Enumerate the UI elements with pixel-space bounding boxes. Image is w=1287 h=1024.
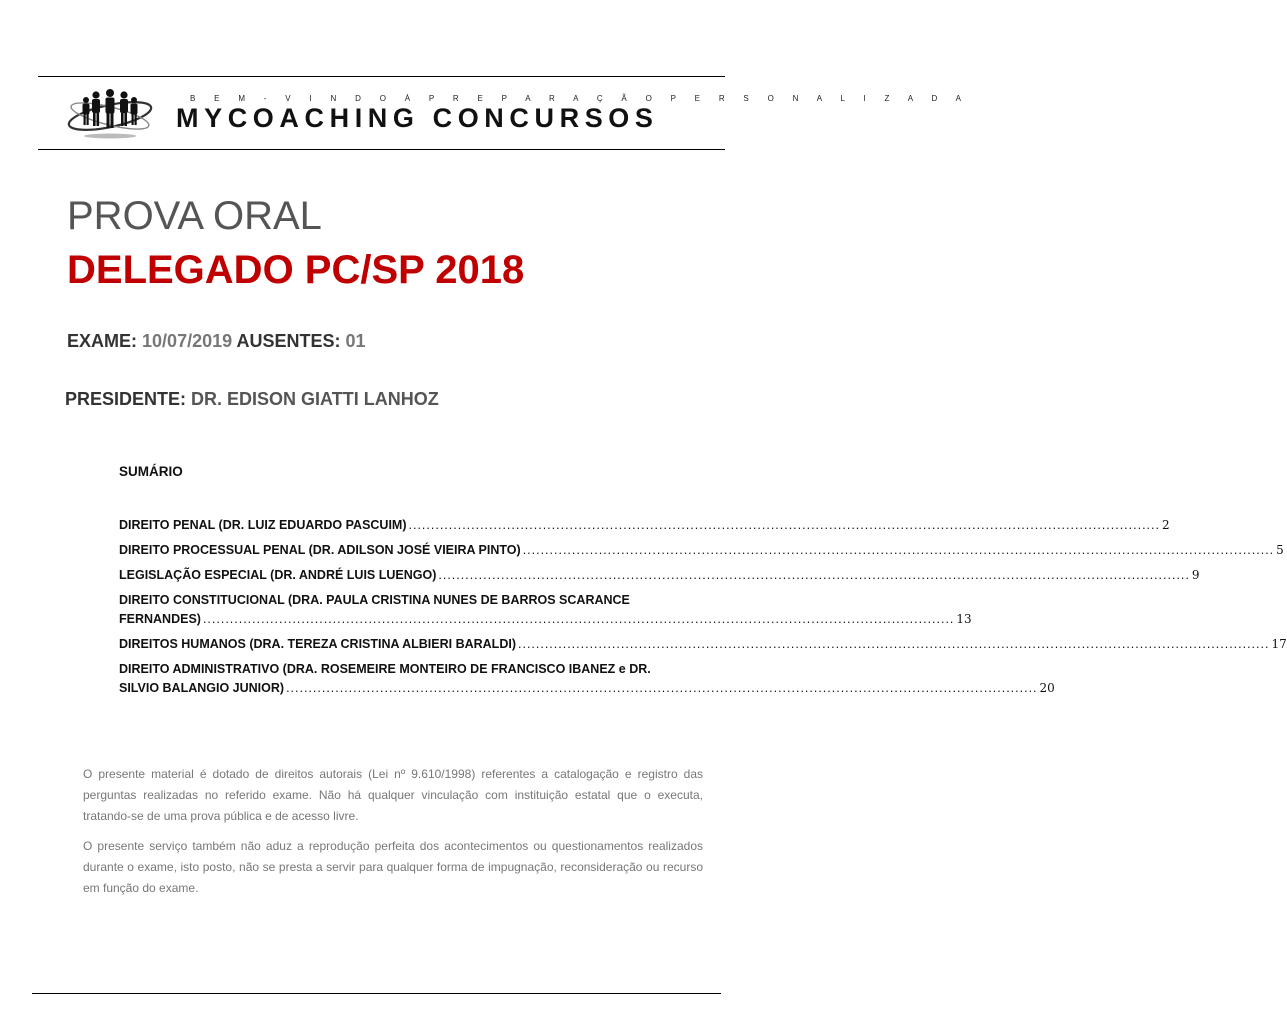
- toc-leader-dots: [438, 566, 1189, 585]
- toc-entry-title-line2: FERNANDES): [119, 612, 201, 626]
- header-top-rule: [38, 76, 725, 77]
- president-name: DR. EDISON GIATTI LANHOZ: [191, 389, 439, 409]
- toc-entry-title: DIREITO PROCESSUAL PENAL (DR. ADILSON JOSÉ VIEIRA PINTO): [119, 543, 521, 557]
- disclaimer-paragraph-1: O presente material é dotado de direitos autorais (Lei nº 9.610/1998) referentes a catalogação e registro das perguntas realizadas no referido exame. Não há qualquer vinculação com instituição estatal que o executa, tratando-se de uma prova pública e de acesso livre.: [83, 767, 703, 823]
- exam-date: 10/07/2019: [142, 331, 233, 351]
- toc-entry-title: LEGISLAÇÃO ESPECIAL (DR. ANDRÉ LUIS LUENGO): [119, 568, 437, 582]
- toc-leader-dots: [409, 516, 1160, 535]
- footer-rule: [32, 993, 721, 994]
- toc-entry-title-line1: DIREITO CONSTITUCIONAL (DRA. PAULA CRISTINA NUNES DE BARROS SCARANCE: [119, 593, 630, 607]
- toc-leader-dots: [518, 635, 1269, 654]
- table-of-contents: [119, 516, 1287, 704]
- toc-entry-page: 20: [1039, 681, 1055, 695]
- exam-info-line: [67, 331, 366, 352]
- toc-entry-legislacao-especial[interactable]: [119, 566, 1200, 585]
- header-tagline: B E M - V I N D O À P R E P A R A Ç Ã O P E R S O N A L I Z A D A: [190, 94, 970, 103]
- disclaimer-paragraph-2: O presente serviço também não aduz a reprodução perfeita dos acontecimentos ou questionamentos realizados durante o exame, isto posto, não se presta a servir para qualquer forma de impugnação, reconsideração ou recurso em função do exame.: [83, 839, 703, 895]
- toc-entry-page: 5: [1276, 543, 1284, 557]
- toc-entry-title-line2: SILVIO BALANGIO JUNIOR): [119, 681, 285, 695]
- toc-entry-direito-penal[interactable]: [119, 516, 1170, 535]
- toc-leader-dots: [286, 679, 1037, 698]
- toc-entry-administrativo[interactable]: [119, 660, 1055, 698]
- exam-label: EXAME:: [67, 331, 138, 351]
- toc-leader-dots: [203, 610, 954, 629]
- toc-entry-page: 13: [956, 612, 972, 626]
- page-subtitle: DELEGADO PC/SP 2018: [67, 248, 525, 292]
- toc-entry-page: 9: [1191, 568, 1200, 582]
- absent-label: AUSENTES:: [236, 331, 341, 351]
- copyright-disclaimer: [83, 764, 703, 908]
- toc-entry-direitos-humanos[interactable]: [119, 635, 1287, 654]
- header-bottom-rule: [38, 149, 725, 150]
- toc-entry-page: 2: [1161, 518, 1170, 532]
- president-info-line: [65, 389, 439, 410]
- toc-entry-title-line1: DIREITO ADMINISTRATIVO (DRA. ROSEMEIRE MONTEIRO DE FRANCISCO IBANEZ e DR.: [119, 662, 651, 676]
- toc-entry-constitucional[interactable]: [119, 591, 972, 629]
- team-people-logo-icon: [66, 86, 154, 142]
- toc-heading: SUMÁRIO: [119, 464, 183, 479]
- president-label: PRESIDENTE:: [65, 389, 187, 409]
- brand-name: MYCOACHING CONCURSOS: [176, 103, 659, 133]
- toc-entry-title: DIREITO PENAL (DR. LUIZ EDUARDO PASCUIM): [119, 518, 407, 532]
- toc-entry-page: 17: [1271, 637, 1287, 651]
- toc-leader-dots: [523, 541, 1274, 560]
- absent-count: 01: [345, 331, 366, 351]
- toc-entry-title: DIREITOS HUMANOS (DRA. TEREZA CRISTINA ALBIERI BARALDI): [119, 637, 516, 651]
- page-title: PROVA ORAL: [67, 194, 322, 238]
- toc-entry-processual-penal[interactable]: [119, 541, 1284, 560]
